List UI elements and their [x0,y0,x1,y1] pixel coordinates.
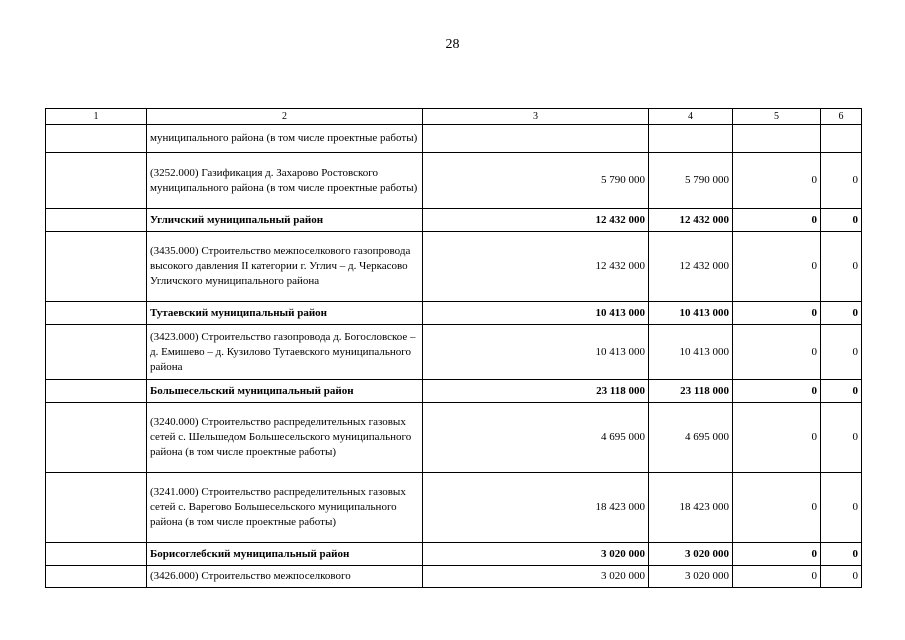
amount-col6-cell: 0 [821,302,862,325]
row-index-cell [46,380,147,403]
amount-col3-cell: 18 423 000 [423,473,649,543]
amount-col5-cell: 0 [733,403,821,473]
project-row [46,566,862,588]
amount-col4-cell: 10 413 000 [649,302,733,325]
page-number: 28 [445,37,460,52]
project-row [46,125,862,153]
district-total-row [46,302,862,325]
description-cell: Тутаевский муниципальный район [147,302,423,325]
amount-col6-cell: 0 [821,209,862,232]
project-row [46,403,862,473]
amount-col6-cell: 0 [821,380,862,403]
column-header-6: 6 [821,109,862,125]
project-row [46,153,862,209]
amount-col3-cell: 5 790 000 [423,153,649,209]
amount-col3-cell: 4 695 000 [423,403,649,473]
amount-col3-cell: 23 118 000 [423,380,649,403]
amount-col4-cell: 4 695 000 [649,403,733,473]
amount-col6-cell: 0 [821,543,862,566]
amount-col4-cell: 23 118 000 [649,380,733,403]
column-header-1: 1 [46,109,147,125]
amount-col6-cell: 0 [821,153,862,209]
district-total-row [46,543,862,566]
amount-col5-cell: 0 [733,232,821,302]
description-cell: Большесельский муниципальный район [147,380,423,403]
amount-col5-cell: 0 [733,209,821,232]
description-cell: (3426.000) Строительство межпоселкового [147,566,423,588]
description-cell: (3423.000) Строительство газопровода д. Богословское – д. Емишево – д. Кузилово Тутаевского муниципального района [147,325,423,380]
amount-col3-cell: 3 020 000 [423,566,649,588]
column-number-header-row [46,109,862,125]
amount-col6-cell: 0 [821,232,862,302]
amount-col6-cell: 0 [821,325,862,380]
row-index-cell [46,543,147,566]
district-total-row [46,209,862,232]
amount-col5-cell: 0 [733,543,821,566]
description-cell: Борисоглебский муниципальный район [147,543,423,566]
description-cell: муниципального района (в том числе проектные работы) [147,125,423,153]
column-header-4: 4 [649,109,733,125]
amount-col3-cell [423,125,649,153]
amount-col3-cell: 3 020 000 [423,543,649,566]
amount-col6-cell: 0 [821,473,862,543]
description-cell: (3241.000) Строительство распределительных газовых сетей с. Варегово Большесельского муниципального района (в том числе проектные работы) [147,473,423,543]
amount-col6-cell: 0 [821,403,862,473]
column-header-3: 3 [423,109,649,125]
description-cell: (3435.000) Строительство межпоселкового газопровода высокого давления II категории г. Углич – д. Черкасово Угличского муниципального района [147,232,423,302]
row-index-cell [46,325,147,380]
amount-col3-cell: 10 413 000 [423,302,649,325]
amount-col4-cell: 12 432 000 [649,209,733,232]
amount-col4-cell: 10 413 000 [649,325,733,380]
budget-table [45,108,862,588]
amount-col5-cell: 0 [733,380,821,403]
amount-col5-cell: 0 [733,153,821,209]
amount-col4-cell: 12 432 000 [649,232,733,302]
row-index-cell [46,473,147,543]
row-index-cell [46,125,147,153]
amount-col4-cell: 5 790 000 [649,153,733,209]
amount-col6-cell: 0 [821,566,862,588]
amount-col5-cell [733,125,821,153]
row-index-cell [46,153,147,209]
district-total-row [46,380,862,403]
row-index-cell [46,403,147,473]
amount-col4-cell: 3 020 000 [649,543,733,566]
amount-col4-cell: 18 423 000 [649,473,733,543]
amount-col5-cell: 0 [733,302,821,325]
row-index-cell [46,566,147,588]
amount-col5-cell: 0 [733,325,821,380]
column-header-5: 5 [733,109,821,125]
description-cell: (3240.000) Строительство распределительных газовых сетей с. Шельшедом Большесельского муниципального района (в том числе проектные работы) [147,403,423,473]
amount-col5-cell: 0 [733,473,821,543]
description-cell: Угличский муниципальный район [147,209,423,232]
row-index-cell [46,209,147,232]
row-index-cell [46,232,147,302]
amount-col5-cell: 0 [733,566,821,588]
amount-col3-cell: 12 432 000 [423,232,649,302]
amount-col4-cell: 3 020 000 [649,566,733,588]
project-row [46,325,862,380]
row-index-cell [46,302,147,325]
description-cell: (3252.000) Газификация д. Захарово Ростовского муниципального района (в том числе проектные работы) [147,153,423,209]
amount-col3-cell: 10 413 000 [423,325,649,380]
project-row [46,473,862,543]
amount-col4-cell [649,125,733,153]
amount-col6-cell [821,125,862,153]
column-header-2: 2 [147,109,423,125]
project-row [46,232,862,302]
amount-col3-cell: 12 432 000 [423,209,649,232]
